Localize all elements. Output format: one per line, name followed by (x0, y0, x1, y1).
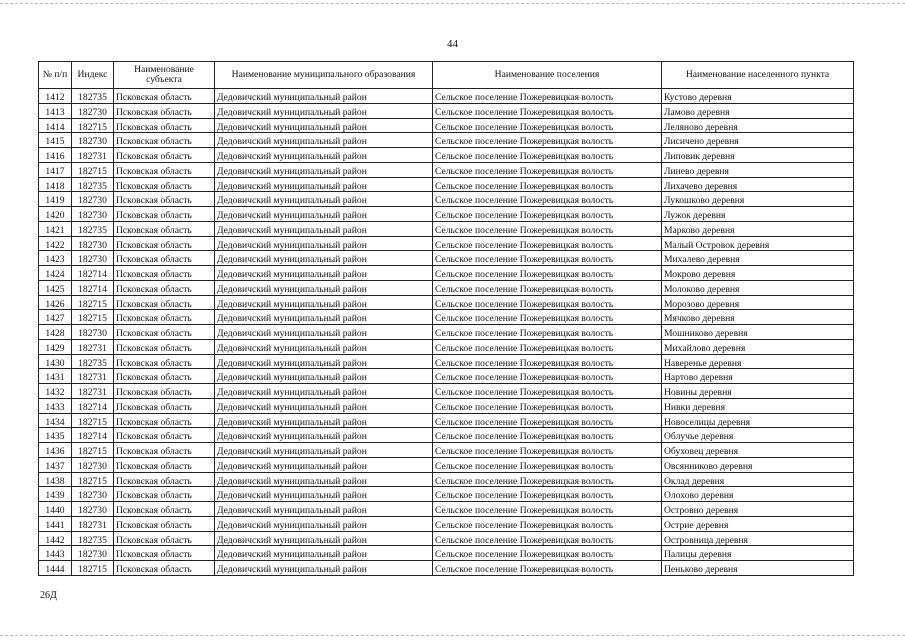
cell-index: 182731 (72, 516, 114, 531)
cell-index: 182730 (72, 192, 114, 207)
cell-settlement: Сельское поселение Пожеревицкая волость (433, 89, 662, 104)
cell-index: 182731 (72, 148, 114, 163)
cell-num: 1432 (39, 384, 72, 399)
cell-settlement: Сельское поселение Пожеревицкая волость (433, 221, 662, 236)
table-row (39, 280, 854, 295)
cell-settlement: Сельское поселение Пожеревицкая волость (433, 118, 662, 133)
table-row (39, 266, 854, 281)
cell-municipality: Дедовичский муниципальный район (215, 413, 433, 428)
cell-locality: Молоково деревня (662, 280, 854, 295)
cell-index: 182735 (72, 354, 114, 369)
cell-municipality: Дедовичский муниципальный район (215, 472, 433, 487)
cell-settlement: Сельское поселение Пожеревицкая волость (433, 148, 662, 163)
cell-subject: Псковская область (114, 192, 215, 207)
cell-municipality: Дедовичский муниципальный район (215, 428, 433, 443)
cell-locality: Островница деревня (662, 531, 854, 546)
cell-index: 182730 (72, 487, 114, 502)
cell-locality: Нивки деревня (662, 398, 854, 413)
cell-locality: Новины деревня (662, 384, 854, 399)
cell-index: 182715 (72, 310, 114, 325)
cell-municipality: Дедовичский муниципальный район (215, 354, 433, 369)
cell-settlement: Сельское поселение Пожеревицкая волость (433, 192, 662, 207)
cell-locality: Облучье деревня (662, 428, 854, 443)
table-row (39, 457, 854, 472)
cell-settlement: Сельское поселение Пожеревицкая волость (433, 295, 662, 310)
cell-subject: Псковская область (114, 457, 215, 472)
cell-locality: Пеньково деревня (662, 561, 854, 576)
cell-num: 1417 (39, 162, 72, 177)
table-row (39, 221, 854, 236)
cell-index: 182714 (72, 428, 114, 443)
cell-settlement: Сельское поселение Пожеревицкая волость (433, 546, 662, 561)
cell-num: 1434 (39, 413, 72, 428)
cell-municipality: Дедовичский муниципальный район (215, 192, 433, 207)
cell-num: 1412 (39, 89, 72, 104)
cell-settlement: Сельское поселение Пожеревицкая волость (433, 531, 662, 546)
cell-index: 182735 (72, 89, 114, 104)
cell-index: 182730 (72, 236, 114, 251)
cell-index: 182730 (72, 207, 114, 222)
cell-municipality: Дедовичский муниципальный район (215, 266, 433, 281)
cell-municipality: Дедовичский муниципальный район (215, 89, 433, 104)
cell-locality: Липовик деревня (662, 148, 854, 163)
cell-settlement: Сельское поселение Пожеревицкая волость (433, 457, 662, 472)
cell-num: 1443 (39, 546, 72, 561)
cell-municipality: Дедовичский муниципальный район (215, 339, 433, 354)
cell-locality: Лисичено деревня (662, 133, 854, 148)
table-row (39, 207, 854, 222)
cell-locality: Оклад деревня (662, 472, 854, 487)
cell-locality: Кустово деревня (662, 89, 854, 104)
cell-index: 182730 (72, 251, 114, 266)
cell-num: 1424 (39, 266, 72, 281)
cell-num: 1433 (39, 398, 72, 413)
cell-settlement: Сельское поселение Пожеревицкая волость (433, 502, 662, 517)
cell-locality: Обуховец деревня (662, 443, 854, 458)
cell-locality: Овсянниково деревня (662, 457, 854, 472)
cell-num: 1440 (39, 502, 72, 517)
cell-index: 182731 (72, 369, 114, 384)
table-row (39, 162, 854, 177)
table-row (39, 487, 854, 502)
cell-municipality: Дедовичский муниципальный район (215, 118, 433, 133)
table-row (39, 502, 854, 517)
table-row (39, 413, 854, 428)
cell-locality: Линево деревня (662, 162, 854, 177)
table-row (39, 192, 854, 207)
cell-locality: Островно деревня (662, 502, 854, 517)
table-row (39, 103, 854, 118)
cell-subject: Псковская область (114, 546, 215, 561)
cell-settlement: Сельское поселение Пожеревицкая волость (433, 103, 662, 118)
cell-subject: Псковская область (114, 472, 215, 487)
cell-num: 1429 (39, 339, 72, 354)
cell-locality: Ламово деревня (662, 103, 854, 118)
cell-subject: Псковская область (114, 177, 215, 192)
cell-num: 1423 (39, 251, 72, 266)
cell-locality: Мошниково деревня (662, 325, 854, 340)
cell-municipality: Дедовичский муниципальный район (215, 384, 433, 399)
cell-locality: Лужок деревня (662, 207, 854, 222)
cell-num: 1439 (39, 487, 72, 502)
cell-index: 182715 (72, 295, 114, 310)
table-row (39, 516, 854, 531)
cell-settlement: Сельское поселение Пожеревицкая волость (433, 487, 662, 502)
table-row (39, 384, 854, 399)
cell-municipality: Дедовичский муниципальный район (215, 487, 433, 502)
cell-settlement: Сельское поселение Пожеревицкая волость (433, 384, 662, 399)
header-municipality: Наименование муниципального образования (215, 62, 433, 89)
cell-num: 1444 (39, 561, 72, 576)
cell-index: 182731 (72, 339, 114, 354)
cell-locality: Новоселицы деревня (662, 413, 854, 428)
cell-subject: Псковская область (114, 89, 215, 104)
table-row (39, 295, 854, 310)
scan-edge-top (0, 3, 905, 4)
cell-subject: Псковская область (114, 561, 215, 576)
table-row (39, 472, 854, 487)
cell-index: 182730 (72, 457, 114, 472)
header-index: Индекс (72, 62, 114, 89)
table-row (39, 369, 854, 384)
cell-subject: Псковская область (114, 310, 215, 325)
cell-settlement: Сельское поселение Пожеревицкая волость (433, 561, 662, 576)
cell-subject: Псковская область (114, 221, 215, 236)
table-row (39, 428, 854, 443)
cell-num: 1428 (39, 325, 72, 340)
cell-subject: Псковская область (114, 339, 215, 354)
cell-subject: Псковская область (114, 236, 215, 251)
cell-municipality: Дедовичский муниципальный район (215, 443, 433, 458)
cell-municipality: Дедовичский муниципальный район (215, 531, 433, 546)
cell-settlement: Сельское поселение Пожеревицкая волость (433, 472, 662, 487)
table-row (39, 531, 854, 546)
cell-subject: Псковская область (114, 266, 215, 281)
table-header-row (39, 62, 854, 89)
cell-index: 182735 (72, 221, 114, 236)
cell-num: 1427 (39, 310, 72, 325)
table-row (39, 443, 854, 458)
cell-settlement: Сельское поселение Пожеревицкая волость (433, 251, 662, 266)
cell-settlement: Сельское поселение Пожеревицкая волость (433, 207, 662, 222)
table-row (39, 561, 854, 576)
header-num: № п/п (39, 62, 72, 89)
cell-municipality: Дедовичский муниципальный район (215, 457, 433, 472)
cell-settlement: Сельское поселение Пожеревицкая волость (433, 339, 662, 354)
cell-municipality: Дедовичский муниципальный район (215, 251, 433, 266)
table-row (39, 118, 854, 133)
cell-num: 1420 (39, 207, 72, 222)
cell-index: 182715 (72, 118, 114, 133)
cell-subject: Псковская область (114, 413, 215, 428)
cell-locality: Наверенье деревня (662, 354, 854, 369)
cell-index: 182715 (72, 443, 114, 458)
cell-locality: Морозово деревня (662, 295, 854, 310)
cell-settlement: Сельское поселение Пожеревицкая волость (433, 428, 662, 443)
table-row (39, 398, 854, 413)
cell-municipality: Дедовичский муниципальный район (215, 310, 433, 325)
cell-locality: Лукошково деревня (662, 192, 854, 207)
cell-settlement: Сельское поселение Пожеревицкая волость (433, 162, 662, 177)
cell-subject: Псковская область (114, 354, 215, 369)
cell-municipality: Дедовичский муниципальный район (215, 295, 433, 310)
cell-settlement: Сельское поселение Пожеревицкая волость (433, 133, 662, 148)
cell-municipality: Дедовичский муниципальный район (215, 177, 433, 192)
cell-municipality: Дедовичский муниципальный район (215, 561, 433, 576)
cell-municipality: Дедовичский муниципальный район (215, 207, 433, 222)
cell-subject: Псковская область (114, 428, 215, 443)
cell-locality: Палицы деревня (662, 546, 854, 561)
cell-municipality: Дедовичский муниципальный район (215, 516, 433, 531)
scan-edge-bottom (0, 635, 905, 636)
cell-municipality: Дедовичский муниципальный район (215, 398, 433, 413)
cell-settlement: Сельское поселение Пожеревицкая волость (433, 177, 662, 192)
table-body (39, 89, 854, 576)
cell-municipality: Дедовичский муниципальный район (215, 236, 433, 251)
cell-index: 182714 (72, 266, 114, 281)
cell-subject: Псковская область (114, 384, 215, 399)
cell-num: 1426 (39, 295, 72, 310)
cell-subject: Псковская область (114, 369, 215, 384)
header-settlement: Наименование поселения (433, 62, 662, 89)
cell-settlement: Сельское поселение Пожеревицкая волость (433, 443, 662, 458)
cell-num: 1442 (39, 531, 72, 546)
table-row (39, 236, 854, 251)
cell-locality: Олохово деревня (662, 487, 854, 502)
cell-subject: Псковская область (114, 295, 215, 310)
cell-subject: Псковская область (114, 325, 215, 340)
cell-locality: Мокрово деревня (662, 266, 854, 281)
cell-locality: Острие деревня (662, 516, 854, 531)
cell-index: 182730 (72, 325, 114, 340)
cell-index: 182715 (72, 472, 114, 487)
cell-settlement: Сельское поселение Пожеревицкая волость (433, 354, 662, 369)
table-row (39, 251, 854, 266)
cell-settlement: Сельское поселение Пожеревицкая волость (433, 325, 662, 340)
cell-num: 1435 (39, 428, 72, 443)
cell-index: 182731 (72, 384, 114, 399)
cell-index: 182735 (72, 177, 114, 192)
cell-num: 1422 (39, 236, 72, 251)
locality-registry-table (38, 61, 854, 576)
cell-settlement: Сельское поселение Пожеревицкая волость (433, 369, 662, 384)
table-row (39, 354, 854, 369)
header-subject: Наименование субъекта (114, 62, 215, 89)
table-row (39, 325, 854, 340)
cell-subject: Псковская область (114, 162, 215, 177)
cell-subject: Псковская область (114, 516, 215, 531)
cell-index: 182714 (72, 280, 114, 295)
cell-num: 1413 (39, 103, 72, 118)
cell-settlement: Сельское поселение Пожеревицкая волость (433, 398, 662, 413)
cell-index: 182730 (72, 502, 114, 517)
table-row (39, 310, 854, 325)
cell-subject: Псковская область (114, 531, 215, 546)
cell-index: 182715 (72, 413, 114, 428)
cell-municipality: Дедовичский муниципальный район (215, 546, 433, 561)
cell-num: 1441 (39, 516, 72, 531)
cell-num: 1418 (39, 177, 72, 192)
cell-municipality: Дедовичский муниципальный район (215, 148, 433, 163)
cell-index: 182730 (72, 103, 114, 118)
cell-settlement: Сельское поселение Пожеревицкая волость (433, 516, 662, 531)
cell-locality: Лихачево деревня (662, 177, 854, 192)
cell-num: 1431 (39, 369, 72, 384)
cell-index: 182730 (72, 133, 114, 148)
cell-settlement: Сельское поселение Пожеревицкая волость (433, 266, 662, 281)
cell-locality: Михайлово деревня (662, 339, 854, 354)
footer-code: 26Д (40, 590, 57, 601)
cell-subject: Псковская область (114, 398, 215, 413)
cell-subject: Псковская область (114, 443, 215, 458)
cell-index: 182735 (72, 531, 114, 546)
cell-municipality: Дедовичский муниципальный район (215, 369, 433, 384)
cell-locality: Нартово деревня (662, 369, 854, 384)
page-number: 44 (447, 38, 458, 50)
cell-num: 1438 (39, 472, 72, 487)
cell-municipality: Дедовичский муниципальный район (215, 162, 433, 177)
cell-num: 1415 (39, 133, 72, 148)
cell-settlement: Сельское поселение Пожеревицкая волость (433, 413, 662, 428)
cell-municipality: Дедовичский муниципальный район (215, 221, 433, 236)
cell-num: 1419 (39, 192, 72, 207)
cell-subject: Псковская область (114, 487, 215, 502)
cell-num: 1414 (39, 118, 72, 133)
cell-subject: Псковская область (114, 118, 215, 133)
table-row (39, 133, 854, 148)
table-row (39, 177, 854, 192)
cell-num: 1421 (39, 221, 72, 236)
cell-municipality: Дедовичский муниципальный район (215, 502, 433, 517)
cell-subject: Псковская область (114, 207, 215, 222)
cell-locality: Михалево деревня (662, 251, 854, 266)
cell-subject: Псковская область (114, 133, 215, 148)
table-row (39, 148, 854, 163)
cell-num: 1425 (39, 280, 72, 295)
cell-locality: Малый Островок деревня (662, 236, 854, 251)
cell-settlement: Сельское поселение Пожеревицкая волость (433, 236, 662, 251)
cell-municipality: Дедовичский муниципальный район (215, 325, 433, 340)
cell-locality: Леляново деревня (662, 118, 854, 133)
cell-num: 1436 (39, 443, 72, 458)
cell-index: 182715 (72, 162, 114, 177)
cell-index: 182714 (72, 398, 114, 413)
cell-subject: Псковская область (114, 103, 215, 118)
header-locality: Наименование населенного пункта (662, 62, 854, 89)
table-row (39, 546, 854, 561)
cell-subject: Псковская область (114, 148, 215, 163)
cell-subject: Псковская область (114, 280, 215, 295)
cell-subject: Псковская область (114, 251, 215, 266)
cell-index: 182715 (72, 561, 114, 576)
cell-settlement: Сельское поселение Пожеревицкая волость (433, 310, 662, 325)
cell-subject: Псковская область (114, 502, 215, 517)
cell-locality: Марково деревня (662, 221, 854, 236)
cell-municipality: Дедовичский муниципальный район (215, 280, 433, 295)
cell-municipality: Дедовичский муниципальный район (215, 103, 433, 118)
cell-num: 1430 (39, 354, 72, 369)
cell-municipality: Дедовичский муниципальный район (215, 133, 433, 148)
cell-num: 1437 (39, 457, 72, 472)
table-row (39, 89, 854, 104)
cell-num: 1416 (39, 148, 72, 163)
cell-index: 182730 (72, 546, 114, 561)
cell-settlement: Сельское поселение Пожеревицкая волость (433, 280, 662, 295)
cell-locality: Мячково деревня (662, 310, 854, 325)
table-row (39, 339, 854, 354)
